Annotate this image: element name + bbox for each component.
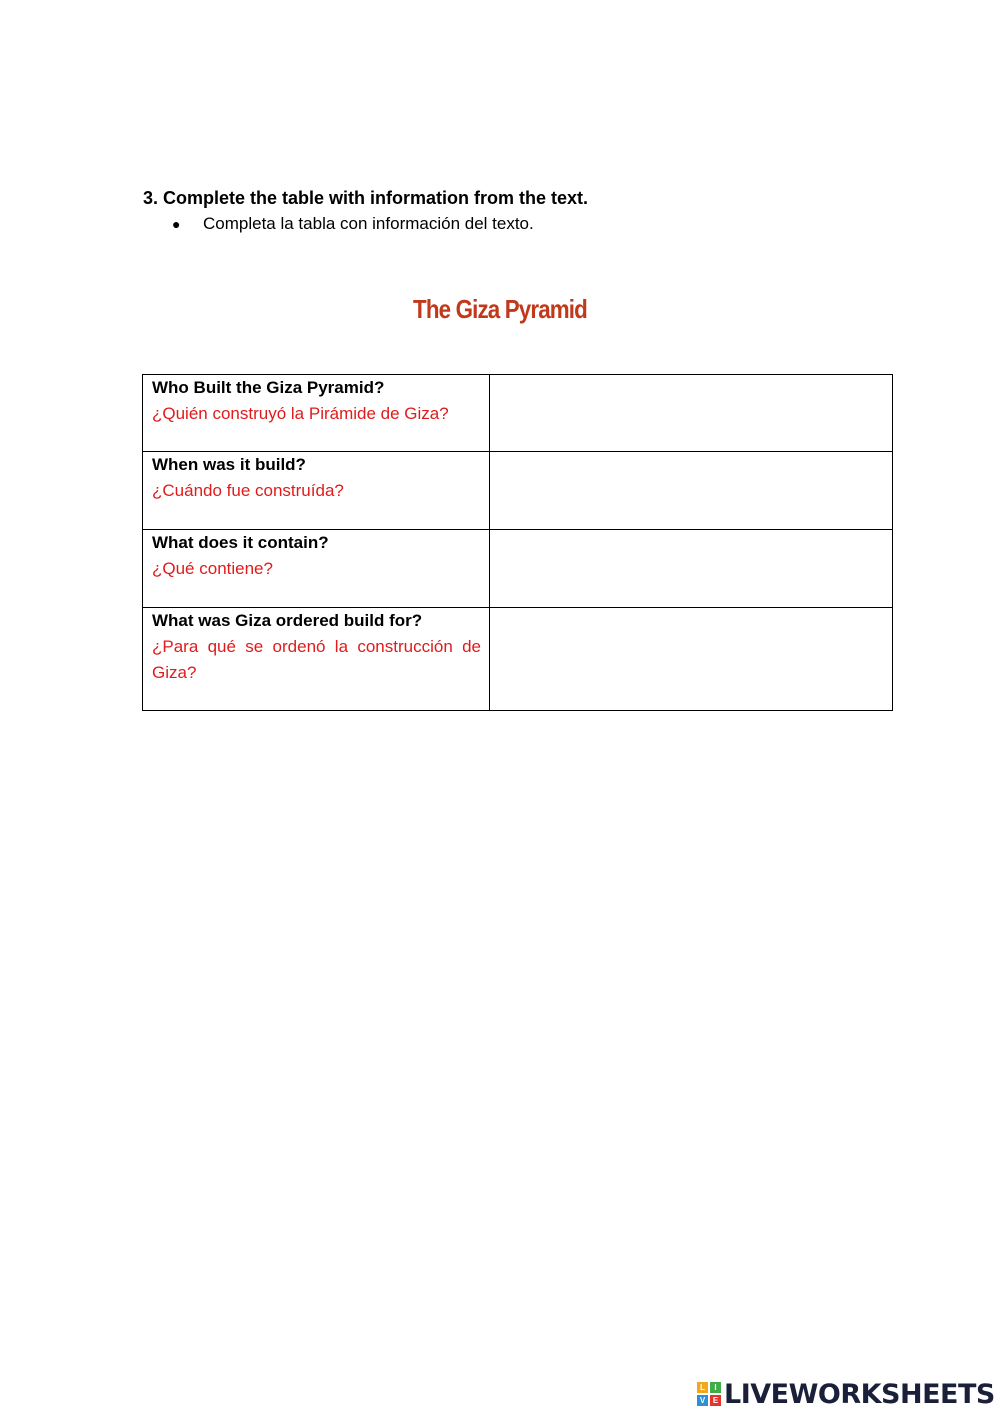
question-spanish: ¿Cuándo fue construída? (152, 481, 344, 500)
question-cell (143, 608, 490, 711)
page-title: The Giza Pyramid (413, 294, 587, 324)
liveworksheets-logo (697, 1379, 995, 1409)
question-english: What was Giza ordered build for? (152, 611, 423, 630)
table-row (143, 608, 893, 711)
answer-cell[interactable] (490, 530, 893, 608)
question-cell (143, 452, 490, 530)
instruction-bullet (172, 212, 534, 236)
logo-icon-cell: E (710, 1395, 721, 1406)
question-cell (143, 530, 490, 608)
question-spanish: ¿Quién construyó la Pirámide de Giza? (152, 404, 449, 423)
instruction-spanish: Completa la tabla con información del texto. (203, 214, 534, 233)
instruction-heading: 3. Complete the table with information from the text. (143, 188, 589, 208)
question-english: What does it contain? (152, 533, 329, 552)
question-spanish: ¿Para qué se ordenó la construcción de Giza? (152, 637, 481, 682)
question-english: Who Built the Giza Pyramid? (152, 378, 385, 397)
answer-cell[interactable] (490, 608, 893, 711)
logo-icon-cell: V (697, 1395, 708, 1406)
table-row (143, 375, 893, 452)
question-spanish: ¿Qué contiene? (152, 559, 273, 578)
table-row (143, 530, 893, 608)
logo-icon-cell: L (697, 1382, 708, 1393)
answer-cell[interactable] (490, 452, 893, 530)
table-row (143, 452, 893, 530)
bullet-icon: ● (172, 216, 181, 232)
answer-cell[interactable] (490, 375, 893, 452)
logo-text: LIVEWORKSHEETS (724, 1378, 995, 1410)
question-table (142, 374, 893, 711)
question-english: When was it build? (152, 455, 306, 474)
logo-icon (697, 1382, 721, 1406)
logo-icon-cell: I (710, 1382, 721, 1393)
question-cell (143, 375, 490, 452)
